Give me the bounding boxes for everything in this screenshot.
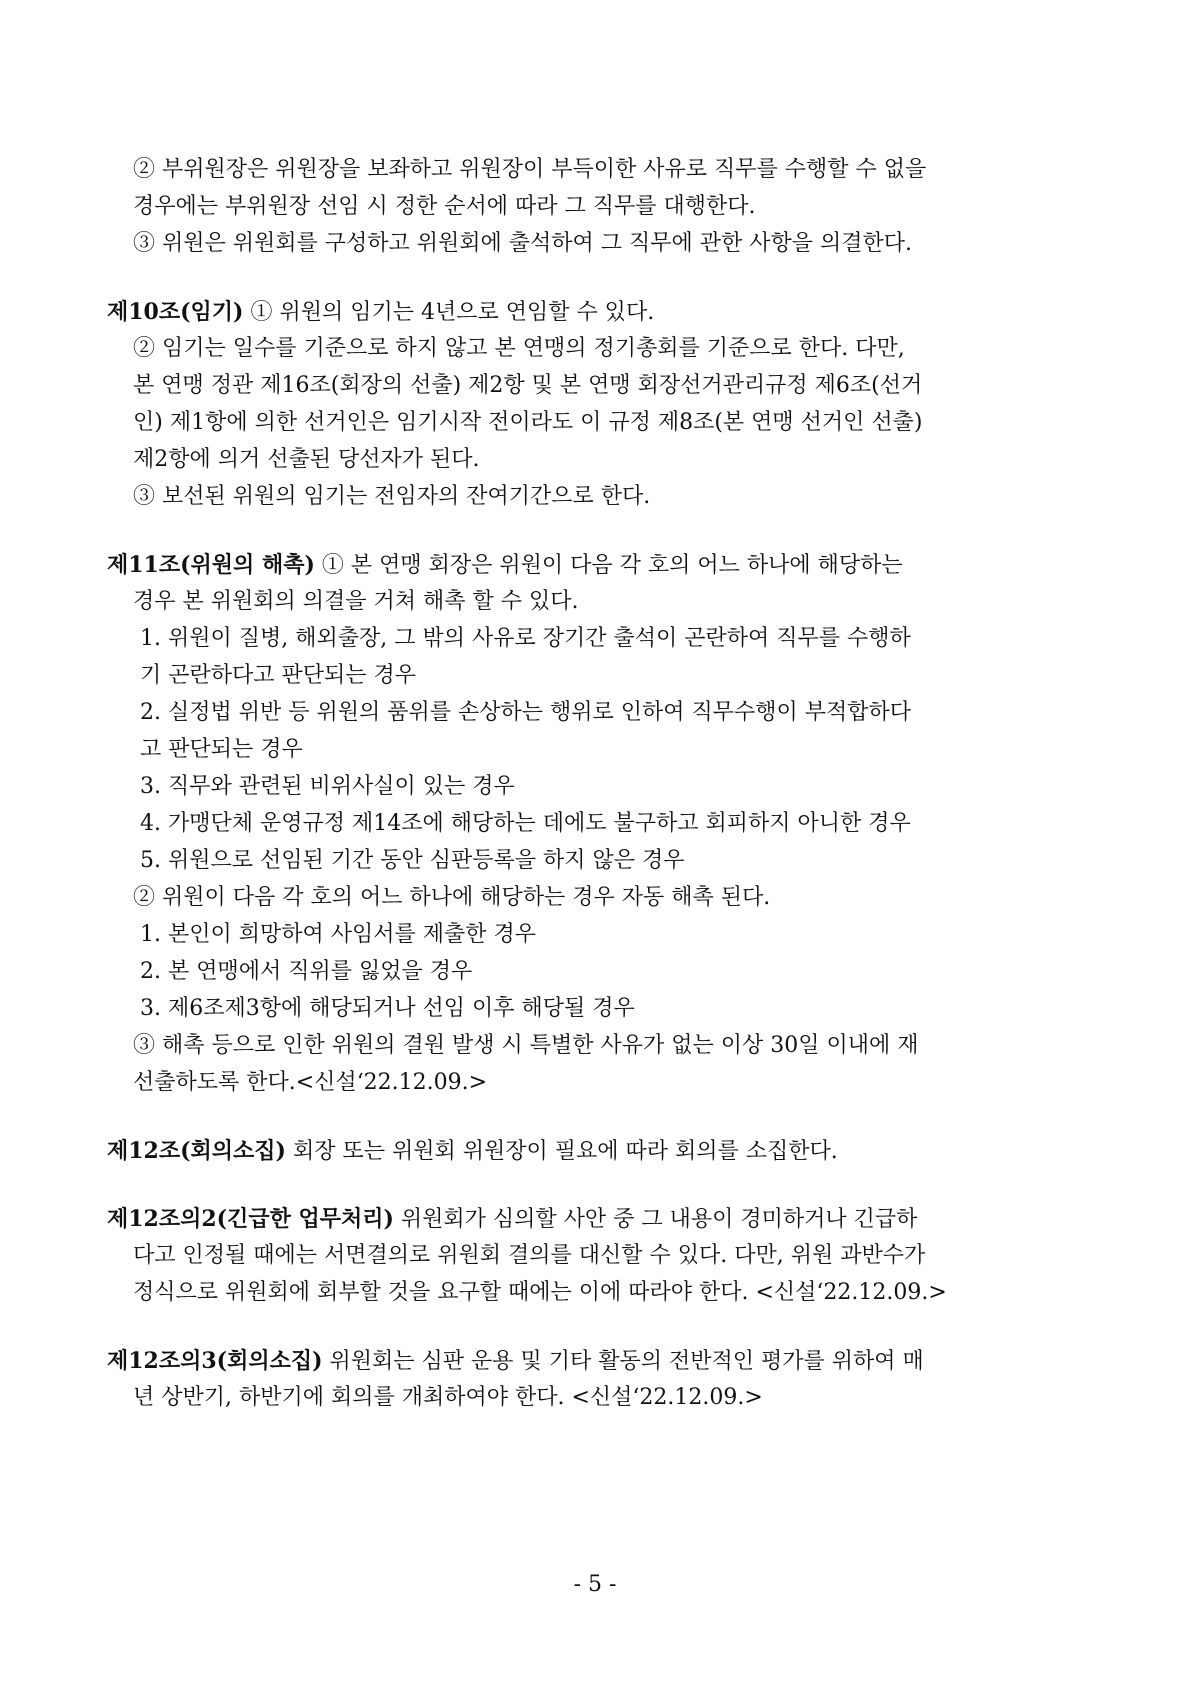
article12-3-body-line1: 위원회는 심판 운용 및 기타 활동의 전반적인 평가를 위하여 매 [329, 1349, 924, 1374]
article11-item2-line1: 2. 실정법 위반 등 위원의 품위를 손상하는 행위로 인하여 직무수행이 부적합하다 [140, 700, 911, 725]
article12-2-body-line1: 위원회가 심의할 사안 중 그 내용이 경미하거나 긴급하 [400, 1207, 918, 1232]
article12-2-body-line3: 정식으로 위원회에 회부할 것을 요구할 때에는 이에 따라야 한다. <신설‘22.12.09.> [133, 1280, 947, 1305]
article11-paragraph3-line1: ③ 해촉 등으로 인한 위원의 결원 발생 시 특별한 사유가 없는 이상 30일 이내에 재 [133, 1033, 919, 1058]
article11-item5: 5. 위원으로 선임된 기간 동안 심판등록을 하지 않은 경우 [140, 848, 685, 873]
article9-paragraph3: ③ 위원은 위원회를 구성하고 위원회에 출석하여 그 직무에 관한 사항을 의결한다. [133, 231, 912, 256]
page-number: - 5 - [573, 1572, 617, 1597]
article11-heading: 제11조(위원의 해촉) [107, 552, 315, 578]
article12-3-body-line2: 년 상반기, 하반기에 회의를 개최하여야 한다. <신설‘22.12.09.> [133, 1385, 763, 1410]
article12-2-body-line2: 다고 인정될 때에는 서면결의로 위원회 결의를 대신할 수 있다. 다만, 위원 과반수가 [133, 1243, 926, 1268]
article12-body: 회장 또는 위원회 위원장이 필요에 따라 회의를 소집한다. [292, 1139, 838, 1164]
article9-paragraph2-line1: ② 부위원장은 위원장을 보좌하고 위원장이 부득이한 사유로 직무를 수행할 수 없을 [133, 157, 927, 182]
article10-paragraph2-line4: 제2항에 의거 선출된 당선자가 된다. [133, 447, 480, 472]
article11-item3: 3. 직무와 관련된 비위사실이 있는 경우 [140, 774, 515, 799]
article11-item1-line1: 1. 위원이 질병, 해외출장, 그 밖의 사유로 장기간 출석이 곤란하여 직무를 수행하 [140, 626, 911, 651]
article10-paragraph3: ③ 보선된 위원의 임기는 전임자의 잔여기간으로 한다. [133, 484, 651, 509]
article12-2-line1 [107, 1204, 917, 1235]
article11-item4: 4. 가맹단체 운영규정 제14조에 해당하는 데에도 불구하고 회피하지 아니한 경우 [140, 811, 911, 836]
article12-line1 [107, 1136, 838, 1167]
article11-auto-item1: 1. 본인이 희망하여 사임서를 제출한 경우 [140, 922, 536, 947]
article10-paragraph2-line1: ② 임기는 일수를 기준으로 하지 않고 본 연맹의 정기총회를 기준으로 한다. 다만, [133, 336, 905, 361]
article11-paragraph3-line2: 선출하도록 한다.<신설‘22.12.09.> [133, 1070, 488, 1095]
article11-auto-item2: 2. 본 연맹에서 직위를 잃었을 경우 [140, 959, 473, 984]
article12-2-heading: 제12조의2(긴급한 업무처리) [107, 1206, 394, 1232]
article11-paragraph2: ② 위원이 다음 각 호의 어느 하나에 해당하는 경우 자동 해촉 된다. [133, 885, 771, 910]
article11-paragraph1-line2: 경우 본 위원회의 의결을 거쳐 해촉 할 수 있다. [133, 589, 579, 614]
article9-paragraph2-line2: 경우에는 부위원장 선임 시 정한 순서에 따라 그 직무를 대행한다. [133, 194, 756, 219]
article12-heading: 제12조(회의소집) [107, 1138, 286, 1164]
article11-item1-line2: 기 곤란하다고 판단되는 경우 [140, 663, 417, 688]
article10-line1 [107, 297, 654, 328]
article11-item2-line2: 고 판단되는 경우 [140, 737, 303, 762]
article12-3-heading: 제12조의3(회의소집) [107, 1348, 323, 1374]
article11-line1 [107, 550, 903, 581]
article12-3-line1 [107, 1346, 924, 1377]
article11-auto-item3: 3. 제6조제3항에 해당되거나 선임 이후 해당될 경우 [140, 996, 635, 1021]
article10-heading: 제10조(임기) [107, 299, 244, 325]
article10-paragraph2-line2: 본 연맹 정관 제16조(회장의 선출) 제2항 및 본 연맹 회장선거관리규정 제6조(선거 [133, 373, 923, 398]
article11-paragraph1-line1: ① 본 연맹 회장은 위원이 다음 각 호의 어느 하나에 해당하는 [321, 553, 903, 578]
article10-paragraph1: ① 위원의 임기는 4년으로 연임할 수 있다. [250, 300, 655, 325]
article10-paragraph2-line3: 인) 제1항에 의한 선거인은 임기시작 전이라도 이 규정 제8조(본 연맹 선거인 선출) [133, 410, 923, 435]
